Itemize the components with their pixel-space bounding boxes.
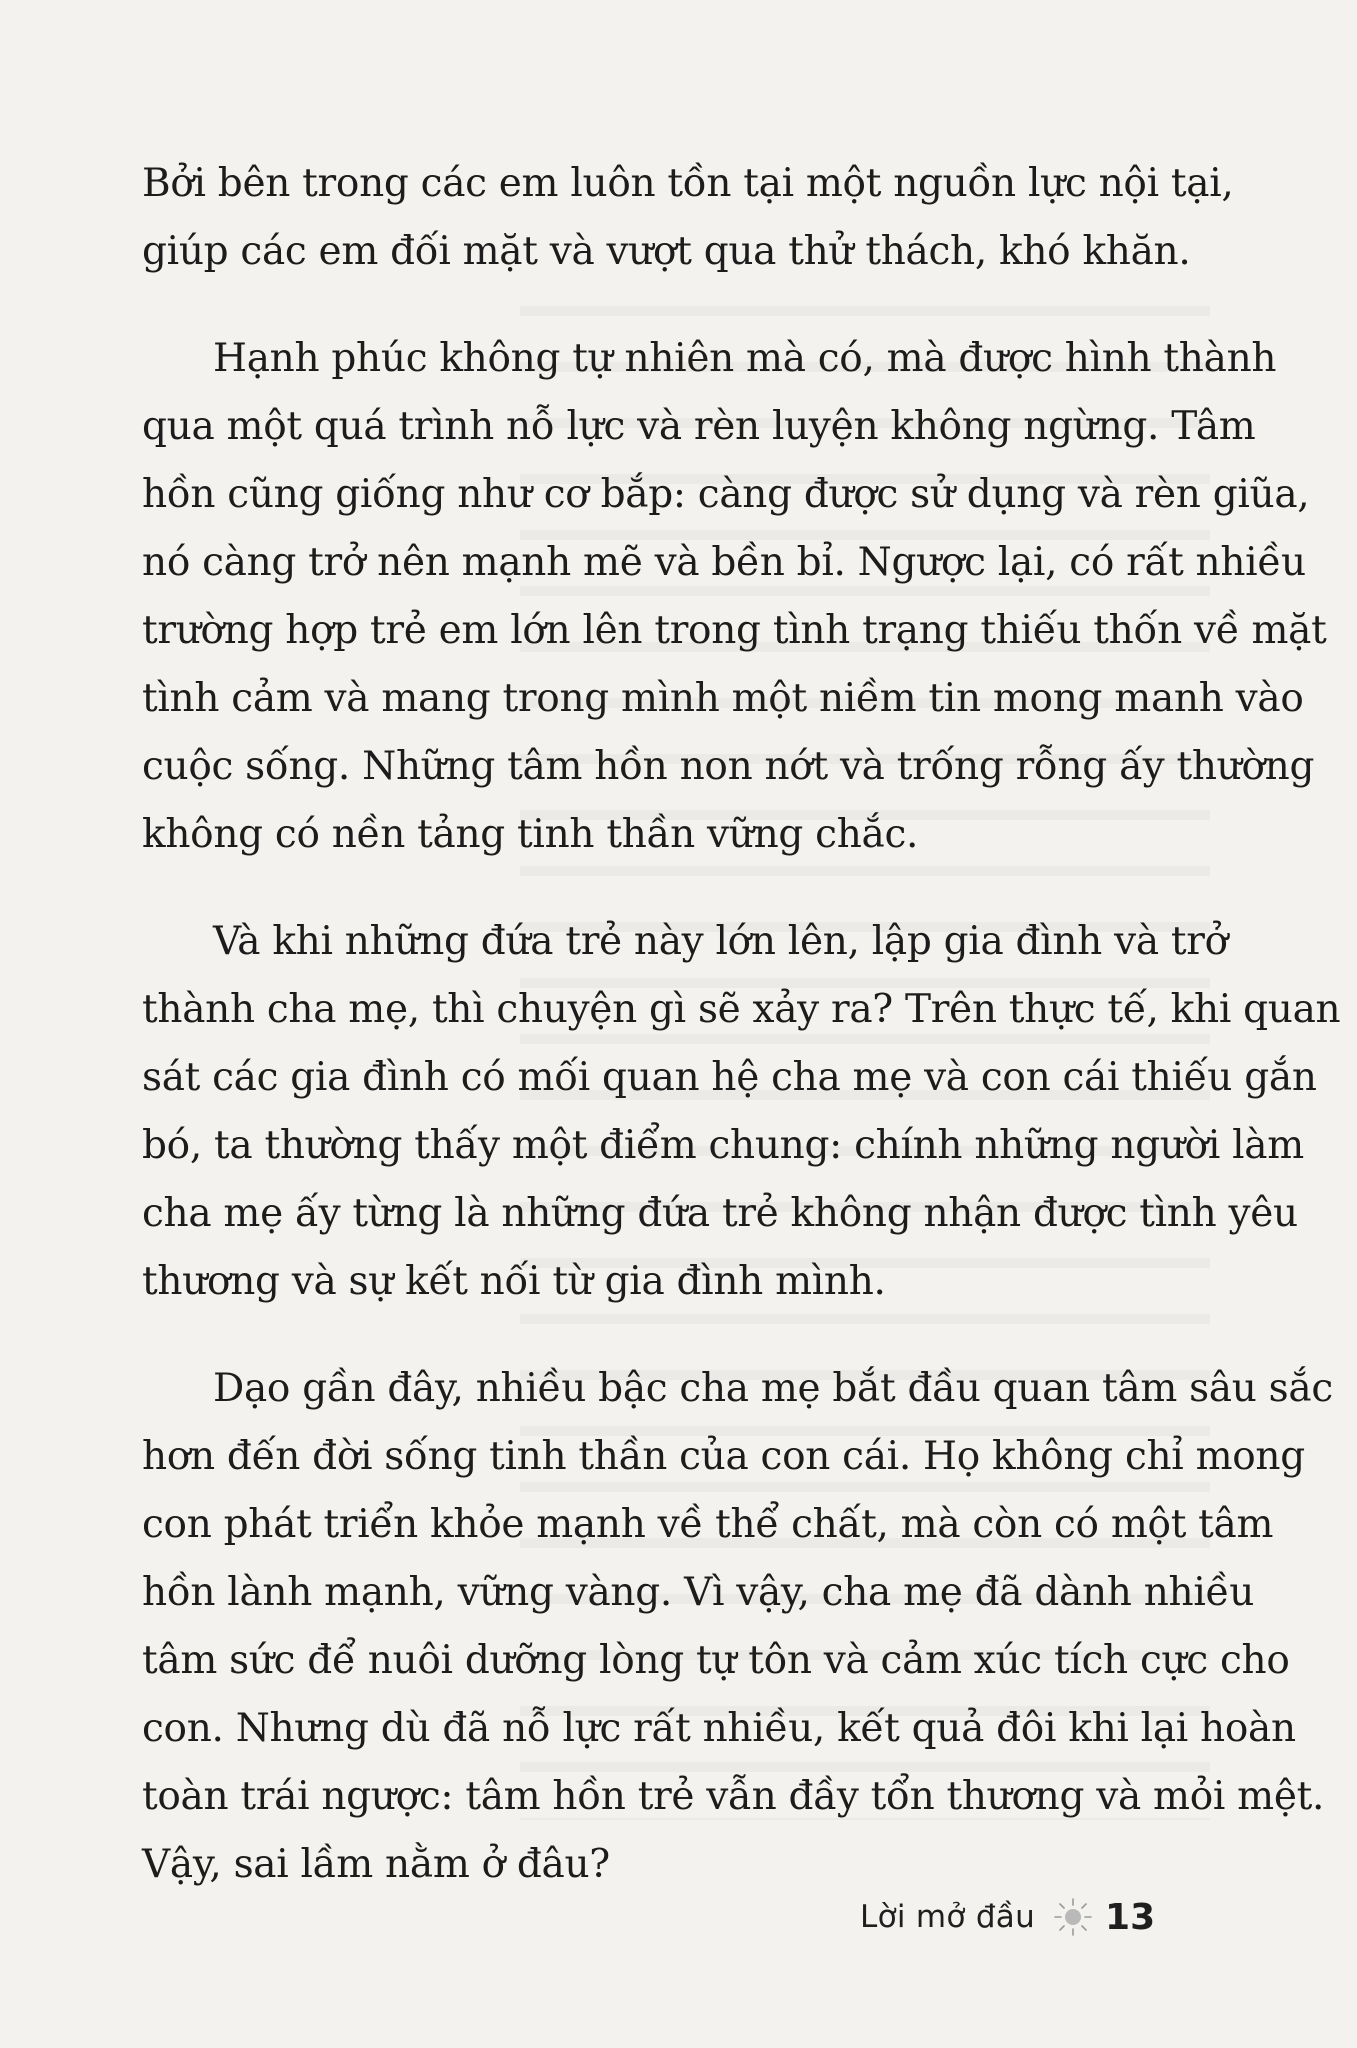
text-line: thành cha mẹ, thì chuyện gì sẽ xảy ra? Trên thực tế, khi quan — [142, 987, 1341, 1032]
text-line: hồn cũng giống như cơ bắp: càng được sử dụng và rèn giũa, — [142, 472, 1310, 517]
text-line: Dạo gần đây, nhiều bậc cha mẹ bắt đầu quan tâm sâu sắc — [213, 1366, 1333, 1411]
paragraph-2 — [142, 325, 1327, 869]
running-title: Lời mở đầu — [860, 1899, 1036, 1935]
text-line: qua một quá trình nỗ lực và rèn luyện không ngừng. Tâm — [142, 404, 1256, 449]
text-line: con phát triển khỏe mạnh về thể chất, mà còn có một tâm — [142, 1502, 1274, 1547]
sun-icon — [1051, 1895, 1095, 1939]
text-line: toàn trái ngược: tâm hồn trẻ vẫn đầy tổn thương và mỏi mệt. — [142, 1774, 1325, 1819]
text-line: cha mẹ ấy từng là những đứa trẻ không nhận được tình yêu — [142, 1191, 1298, 1236]
text-line: cuộc sống. Những tâm hồn non nớt và trống rỗng ấy thường — [142, 744, 1315, 789]
text-line: giúp các em đối mặt và vượt qua thử thách, khó khăn. — [142, 229, 1191, 274]
page-footer — [860, 1887, 1180, 1947]
text-line: thương và sự kết nối từ gia đình mình. — [142, 1259, 886, 1304]
paragraph-4 — [142, 1355, 1333, 1899]
text-line: tâm sức để nuôi dưỡng lòng tự tôn và cảm xúc tích cực cho — [142, 1638, 1290, 1683]
text-line: hồn lành mạnh, vững vàng. Vì vậy, cha mẹ đã dành nhiều — [142, 1570, 1255, 1615]
paragraph-3 — [142, 908, 1341, 1316]
text-line: con. Nhưng dù đã nỗ lực rất nhiều, kết quả đôi khi lại hoàn — [142, 1706, 1296, 1751]
text-line: Hạnh phúc không tự nhiên mà có, mà được hình thành — [213, 336, 1277, 381]
text-line: tình cảm và mang trong mình một niềm tin mong manh vào — [142, 676, 1304, 721]
paragraph-1 — [142, 150, 1234, 286]
text-line: Và khi những đứa trẻ này lớn lên, lập gia đình và trở — [213, 919, 1228, 964]
text-line: Bởi bên trong các em luôn tồn tại một nguồn lực nội tại, — [142, 161, 1234, 206]
body-text — [142, 150, 1341, 1938]
text-line: nó càng trở nên mạnh mẽ và bền bỉ. Ngược lại, có rất nhiều — [142, 540, 1306, 585]
text-line: không có nền tảng tinh thần vững chắc. — [142, 812, 919, 857]
text-line: trường hợp trẻ em lớn lên trong tình trạng thiếu thốn về mặt — [142, 608, 1327, 653]
text-line: sát các gia đình có mối quan hệ cha mẹ và con cái thiếu gắn — [142, 1055, 1317, 1100]
text-line: hơn đến đời sống tinh thần của con cái. Họ không chỉ mong — [142, 1434, 1305, 1479]
text-line: bó, ta thường thấy một điểm chung: chính những người làm — [142, 1123, 1304, 1168]
text-line: Vậy, sai lầm nằm ở đâu? — [142, 1842, 610, 1887]
page-number: 13 — [1105, 1896, 1156, 1938]
